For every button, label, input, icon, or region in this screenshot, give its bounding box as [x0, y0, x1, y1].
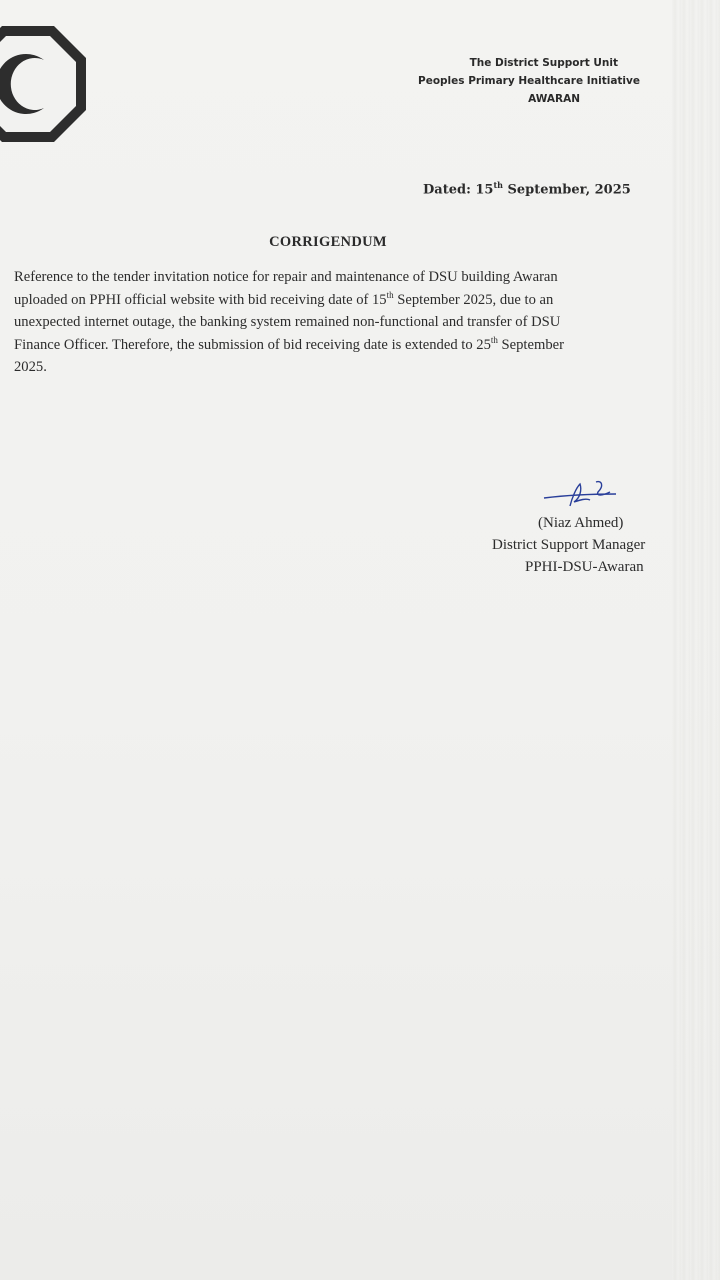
- body-line: 2025.: [14, 359, 47, 375]
- org-line-1: The District Support Unit: [469, 57, 618, 69]
- org-line-2: Peoples Primary Healthcare Initiative: [418, 75, 640, 87]
- body-line: Finance Officer. Therefore, the submission of bid receiving date is extended to 25th September: [14, 334, 564, 353]
- signatory-designation: District Support Manager: [492, 537, 646, 553]
- document-date: Dated: 15th September, 2025: [423, 180, 631, 198]
- document-body: [14, 266, 684, 379]
- signatory-name: (Niaz Ahmed): [538, 515, 624, 531]
- signature-block: [470, 512, 680, 578]
- handwritten-signature: [540, 476, 620, 516]
- document-title: CORRIGENDUM: [269, 234, 387, 250]
- body-line: uploaded on PPHI official website with bid receiving date of 15th September 2025, due to an: [14, 289, 554, 308]
- body-line: unexpected internet outage, the banking system remained non-functional and transfer of DSU: [14, 314, 561, 330]
- body-line: Reference to the tender invitation notice for repair and maintenance of DSU building Awaran: [14, 269, 558, 285]
- org-line-3: AWARAN: [528, 93, 580, 105]
- organization-header: [340, 54, 640, 108]
- octagon-crescent-logo-icon: [0, 22, 90, 146]
- signatory-office: PPHI-DSU-Awaran: [525, 559, 644, 575]
- paper-edge-stack: [672, 0, 720, 1280]
